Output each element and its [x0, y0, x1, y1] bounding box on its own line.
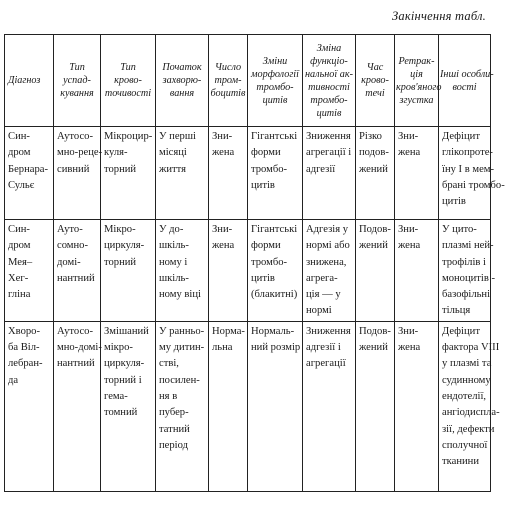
- header-text-line: Час: [366, 62, 384, 73]
- cell-text-line: Подов-: [359, 224, 391, 235]
- cell-text-line: му дитин-: [159, 342, 205, 354]
- cell-text-line: жена: [398, 147, 421, 159]
- table-cell: [54, 321, 101, 491]
- cell-text-line: дром: [8, 147, 31, 159]
- cell-text-line: Дефіцит: [442, 131, 480, 142]
- cell-text-line: торний і: [104, 374, 142, 386]
- cell-text-line: нормі: [306, 305, 332, 317]
- header-text-line: Інші особли-: [440, 68, 494, 80]
- cell-text-line: циркуля-: [104, 240, 145, 252]
- header-text-line: вості: [452, 81, 477, 93]
- cell-text-line: моноцитів -: [442, 272, 496, 284]
- cell-text-line: жений: [359, 240, 388, 252]
- diagnosis-cell: [5, 220, 54, 322]
- cell-text-line: тільця: [442, 305, 471, 317]
- header-text-line: Зміна: [316, 42, 342, 54]
- cell-text-line: Син-: [8, 131, 30, 142]
- cell-text-line: шкіль-: [159, 240, 189, 252]
- cell-text-line: Зни-: [398, 224, 419, 235]
- table-cell: [101, 220, 156, 322]
- cell-text-line: глікопроте-: [442, 147, 493, 159]
- header-text-line: захворю-: [162, 75, 202, 86]
- cell-text-line: дром: [8, 240, 31, 252]
- cell-text-line: тромбо-: [251, 163, 288, 175]
- table-body: [5, 127, 505, 492]
- cell-text-line: Зниження: [306, 131, 351, 142]
- header-text-line: Тип: [69, 62, 85, 73]
- table-cell: [209, 321, 248, 491]
- cell-text-line: льна: [212, 342, 233, 354]
- cell-text-line: У перші: [159, 131, 196, 142]
- cell-text-line: ному віці: [159, 289, 201, 301]
- cell-text-line: томний: [104, 407, 138, 419]
- table-row: [5, 127, 491, 220]
- cell-text-line: форми: [251, 147, 281, 159]
- table-cell: [101, 321, 156, 491]
- table-cell: [248, 127, 303, 220]
- cell-text-line: фактора VIII: [442, 342, 500, 354]
- cell-text-line: агрегації і: [306, 147, 352, 159]
- header-text-line: Ретрак-: [398, 55, 435, 67]
- cell-text-line: пубер-: [159, 407, 189, 419]
- cell-text-line: нантний: [57, 272, 95, 284]
- cell-text-line: мно-реце-: [57, 147, 103, 159]
- header-text-line: вання: [169, 88, 195, 99]
- cell-text-line: агрега-: [306, 272, 338, 284]
- header-text-line: кування: [60, 88, 94, 99]
- cell-text-line: Зни-: [212, 224, 233, 235]
- column-header: [5, 35, 54, 127]
- cell-text-line: У цито-: [442, 224, 477, 235]
- cell-text-line: сивний: [57, 163, 90, 175]
- cell-text-line: торний: [104, 163, 137, 175]
- column-header: [356, 35, 395, 127]
- table-cell: [54, 220, 101, 322]
- table-cell: [356, 220, 395, 322]
- cell-text-line: Змішаний: [104, 325, 149, 337]
- table-cell: [356, 321, 395, 491]
- header-text-line: Початок: [162, 62, 202, 73]
- cell-text-line: гема-: [104, 390, 128, 402]
- cell-text-line: сомно-: [57, 240, 88, 252]
- cell-text-line: цитів: [442, 196, 466, 208]
- header-text-line: тромбо-: [310, 94, 348, 106]
- cell-text-line: плазмі ней-: [442, 240, 494, 252]
- cell-text-line: жена: [398, 240, 421, 252]
- table-row: [5, 220, 491, 322]
- header-text-line: ція: [410, 68, 423, 80]
- cell-text-line: Дефіцит: [442, 325, 480, 337]
- cell-text-line: стві,: [159, 358, 179, 370]
- cell-text-line: Аутосо-: [57, 325, 93, 337]
- cell-text-line: агрегації: [306, 358, 346, 370]
- cell-text-line: адгезії і: [306, 342, 341, 354]
- cell-text-line: торний: [104, 256, 137, 268]
- cell-text-line: Зни-: [212, 131, 233, 142]
- header-text-line: цитів: [262, 94, 288, 106]
- cell-text-line: татний: [159, 423, 190, 435]
- cell-text-line: жена: [212, 147, 235, 159]
- cell-text-line: Зни-: [398, 325, 419, 337]
- cell-text-line: жений: [359, 342, 388, 354]
- column-header: [209, 35, 248, 127]
- header-text-line: Тип: [120, 62, 136, 73]
- diagnosis-table: [4, 34, 505, 492]
- header-text-line: функціо-: [310, 55, 348, 67]
- table-row: [5, 321, 491, 491]
- cell-text-line: базофільні: [442, 289, 491, 301]
- header-text-line: кров'яного: [396, 81, 442, 93]
- column-header: [248, 35, 303, 127]
- diagnosis-cell: [5, 321, 54, 491]
- header-text-line: точивості: [104, 88, 152, 99]
- cell-text-line: Різко: [359, 131, 382, 142]
- cell-text-line: Адгезія у: [306, 224, 349, 235]
- header-text-line: успад-: [63, 75, 91, 86]
- cell-text-line: у плазмі та: [442, 358, 492, 370]
- table-continuation-caption: Закінчення табл.: [392, 9, 486, 23]
- cell-text-line: Хворо-: [8, 325, 40, 337]
- cell-text-line: У до-: [159, 224, 184, 235]
- table-cell: [209, 220, 248, 322]
- cell-text-line: ня в: [159, 390, 178, 402]
- table-cell: [439, 127, 505, 220]
- cell-text-line: трофілів і: [442, 256, 486, 268]
- cell-text-line: Мікро-: [104, 224, 136, 235]
- cell-text-line: період: [159, 439, 188, 451]
- header-text-line: морфології: [251, 68, 299, 80]
- cell-text-line: Нормаль-: [251, 325, 295, 337]
- table-cell: [395, 220, 439, 322]
- table-cell: [303, 127, 356, 220]
- cell-text-line: судинному: [442, 374, 491, 386]
- cell-text-line: нормі або: [306, 240, 350, 252]
- cell-text-line: адгезії: [306, 163, 336, 175]
- table-cell: [439, 321, 500, 491]
- column-header: [54, 35, 101, 127]
- cell-text-line: лебран-: [8, 358, 43, 370]
- cell-text-line: ба Віл-: [8, 342, 40, 354]
- cell-text-line: Гігантські: [251, 131, 298, 142]
- table-cell: [395, 321, 439, 491]
- cell-text-line: тканини: [442, 456, 479, 468]
- cell-text-line: посилен-: [159, 374, 200, 386]
- cell-text-line: ному і: [159, 256, 188, 268]
- cell-text-line: домі-: [57, 256, 81, 268]
- table-cell: [156, 321, 209, 491]
- table-cell: [101, 127, 156, 220]
- cell-text-line: ендотелії,: [442, 390, 487, 402]
- cell-text-line: Подов-: [359, 325, 391, 337]
- cell-text-line: тромбо-: [251, 256, 288, 268]
- cell-text-line: гліна: [8, 289, 31, 301]
- table-cell: [395, 127, 439, 220]
- cell-text-line: цитів: [251, 179, 275, 191]
- diagnosis-cell: [5, 127, 54, 220]
- cell-text-line: шкіль-: [159, 272, 189, 284]
- header-text-line: боцитів: [210, 88, 246, 99]
- cell-text-line: їну I в мем-: [442, 163, 495, 175]
- cell-text-line: мно-домі-: [57, 342, 102, 354]
- cell-text-line: ангіодиспла-: [442, 407, 500, 419]
- cell-text-line: Хег-: [8, 272, 29, 284]
- cell-text-line: знижена,: [306, 256, 347, 268]
- column-header: [156, 35, 209, 127]
- cell-text-line: Зни-: [398, 131, 419, 142]
- table-cell: [54, 127, 101, 220]
- table-cell: [248, 321, 303, 491]
- cell-text-line: життя: [159, 163, 186, 175]
- cell-text-line: Зниження: [306, 325, 351, 337]
- header-text-line: згустка: [399, 94, 434, 106]
- cell-text-line: Бернара-: [8, 163, 48, 175]
- column-header: [101, 35, 156, 127]
- cell-text-line: жений: [359, 163, 388, 175]
- cell-text-line: Сульє: [8, 179, 35, 191]
- header-text-line: крово-: [361, 75, 389, 86]
- cell-text-line: ний розмір: [251, 342, 301, 354]
- cell-text-line: зії, дефекти: [442, 423, 495, 435]
- cell-text-line: куля-: [104, 147, 128, 159]
- header-text-line: тивності: [308, 81, 350, 93]
- cell-text-line: сполучної: [442, 439, 488, 451]
- cell-text-line: нантний: [57, 358, 95, 370]
- cell-text-line: місяці: [159, 147, 187, 159]
- table-cell: [303, 220, 356, 322]
- cell-text-line: жена: [212, 240, 235, 252]
- table-cell: [303, 321, 356, 491]
- cell-text-line: Норма-: [212, 325, 245, 337]
- cell-text-line: цитів: [251, 272, 275, 284]
- table-cell: [356, 127, 395, 220]
- header-text-line: тромбо-: [256, 81, 294, 93]
- header-text-line: течі: [365, 88, 385, 99]
- cell-text-line: мікро-: [104, 342, 133, 354]
- cell-text-line: (блакитні): [251, 289, 298, 301]
- table-cell: [248, 220, 303, 322]
- header-text-line: цитів: [316, 107, 342, 119]
- cell-text-line: У ранньо-: [159, 325, 205, 337]
- cell-text-line: Аутосо-: [57, 131, 93, 142]
- column-header: [439, 35, 494, 127]
- table-cell: [439, 220, 496, 322]
- header-text-line: нальної ак-: [304, 68, 353, 80]
- header-text-line: Число: [214, 62, 242, 73]
- header-text-line: крово-: [114, 75, 142, 86]
- header-text-line: тром-: [214, 75, 242, 86]
- cell-text-line: Мея–: [8, 256, 33, 268]
- cell-text-line: Син-: [8, 224, 30, 235]
- table-cell: [209, 127, 248, 220]
- cell-text-line: циркуля-: [104, 358, 145, 370]
- cell-text-line: подов-: [359, 147, 389, 159]
- cell-text-line: брані тромбо-: [442, 179, 505, 191]
- cell-text-line: ція — у: [306, 289, 341, 301]
- header-text-line: Діагноз: [8, 75, 41, 86]
- header-text-line: Зміни: [262, 55, 288, 67]
- cell-text-line: Мікроцир-: [104, 131, 153, 142]
- cell-text-line: форми: [251, 240, 281, 252]
- column-header: [303, 35, 356, 127]
- cell-text-line: жена: [398, 342, 421, 354]
- cell-text-line: Ауто-: [57, 224, 83, 235]
- table-cell: [156, 127, 209, 220]
- column-header: [395, 35, 442, 127]
- table-header-row: [5, 35, 491, 127]
- table-cell: [156, 220, 209, 322]
- cell-text-line: Гігантські: [251, 224, 298, 235]
- cell-text-line: да: [8, 374, 19, 386]
